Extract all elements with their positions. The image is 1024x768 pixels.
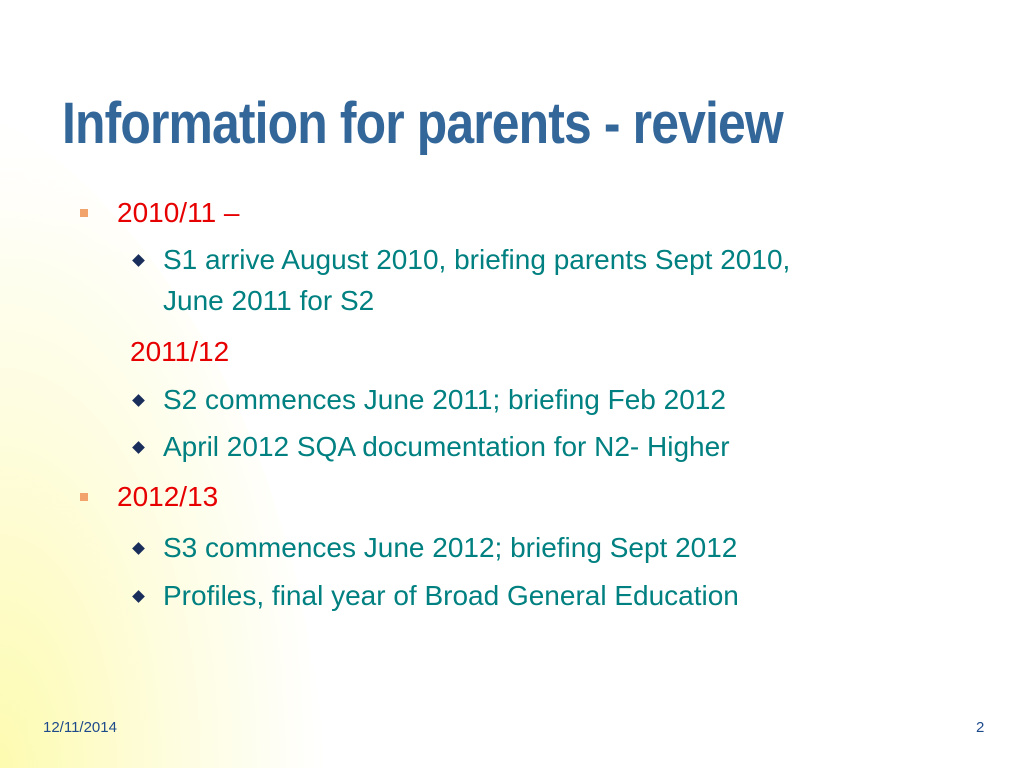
diamond-bullet-icon xyxy=(132,542,145,555)
square-bullet-icon xyxy=(80,493,88,501)
diamond-bullet-icon xyxy=(132,394,145,407)
diamond-bullet-icon xyxy=(132,254,145,267)
bullet-level2-text: S1 arrive August 2010, briefing parents Sept 2010, xyxy=(163,244,791,275)
bullet-level2-text: April 2012 SQA documentation for N2- Higher xyxy=(163,431,730,462)
bullet-level2-text: Profiles, final year of Broad General Education xyxy=(163,580,739,611)
diamond-bullet-icon xyxy=(132,441,145,454)
bullet-level2-continuation-text: June 2011 for S2 xyxy=(163,285,375,316)
bullet-level1-text: 2011/12 xyxy=(130,336,230,367)
square-bullet-icon xyxy=(80,209,88,217)
slide-number: 2 xyxy=(976,719,985,736)
diamond-bullet-icon xyxy=(132,590,145,603)
bullet-level2-text: S2 commences June 2011; briefing Feb 2012 xyxy=(163,384,726,415)
bullet-level2-text: S3 commences June 2012; briefing Sept 2012 xyxy=(163,532,738,563)
slide-title: Information for parents - review xyxy=(62,91,783,156)
footer-date: 12/11/2014 xyxy=(43,719,117,736)
bullet-level1-text: 2012/13 xyxy=(117,481,219,512)
bullet-level1-text: 2010/11 – xyxy=(117,197,240,228)
